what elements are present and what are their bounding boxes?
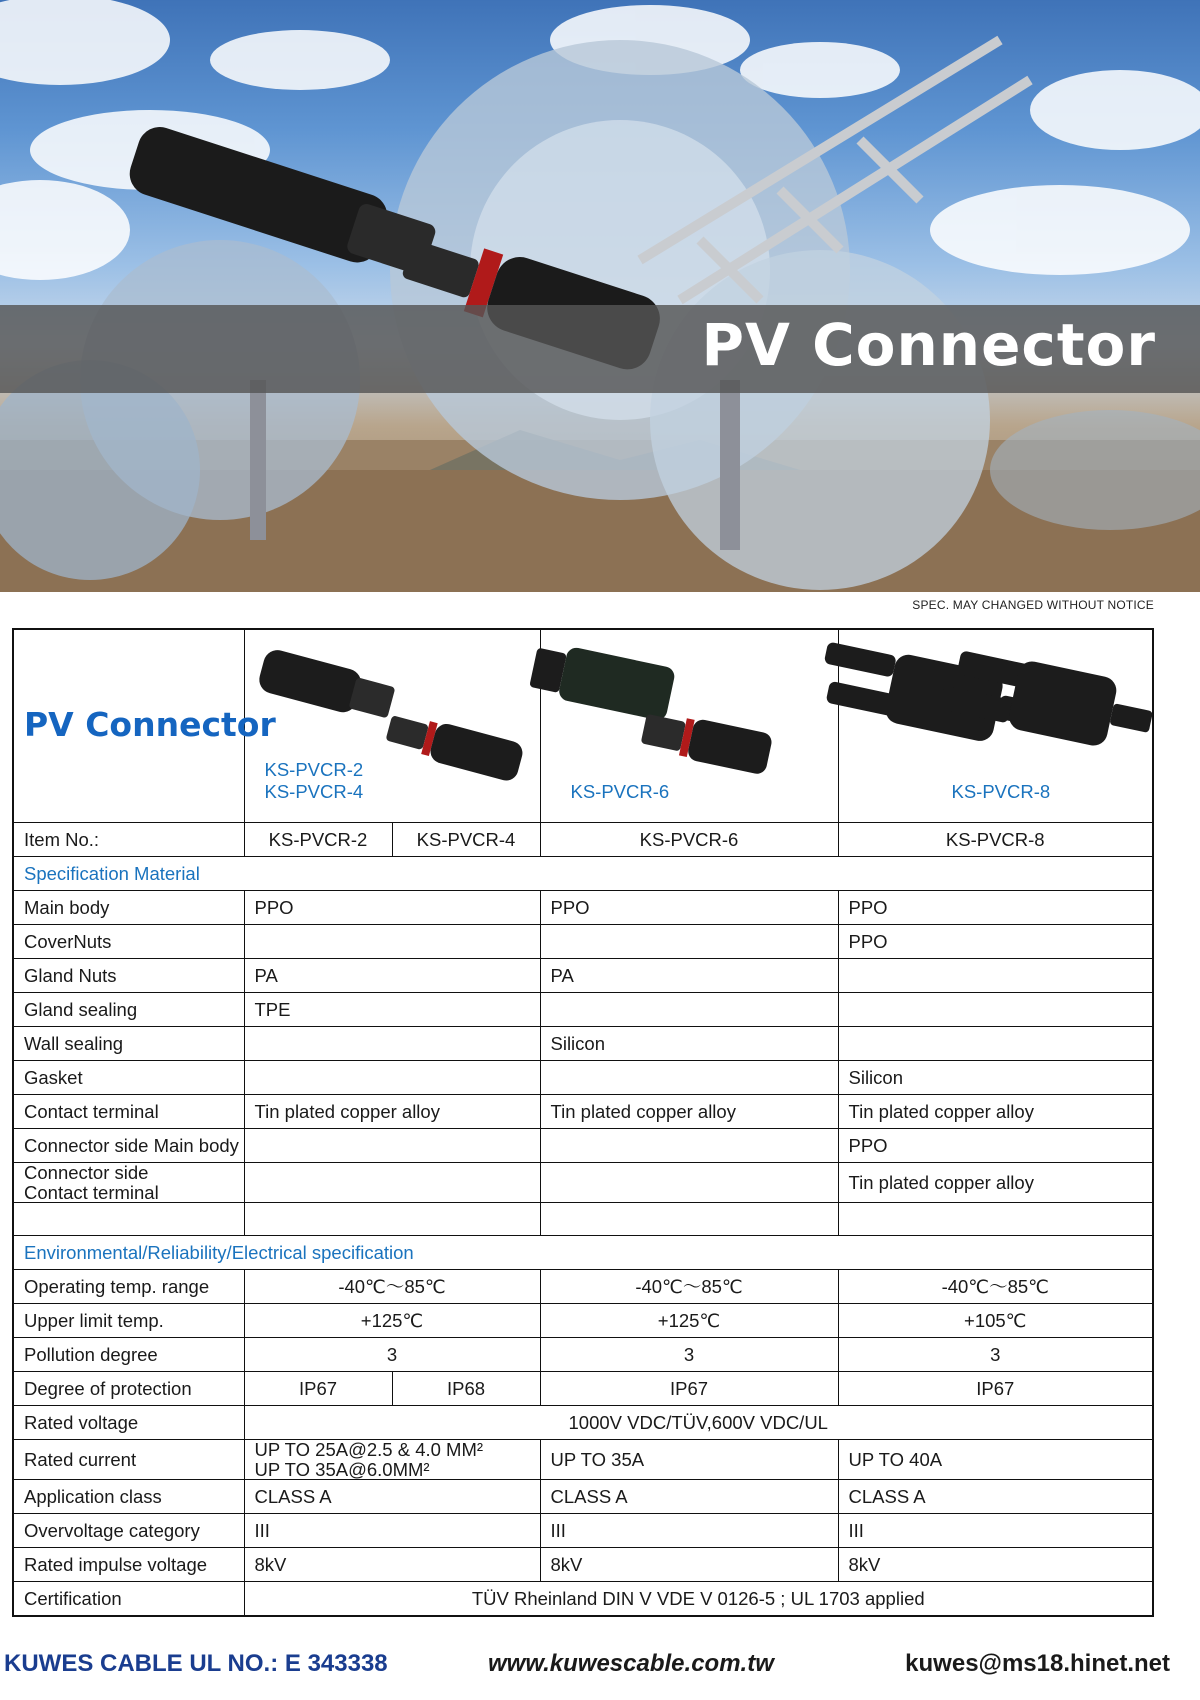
item-no-pvcr-6: KS-PVCR-6 <box>540 823 838 857</box>
cell-group2 <box>540 1129 838 1163</box>
cell-group3: 3 <box>838 1338 1153 1372</box>
cell-group3: +105℃ <box>838 1304 1153 1338</box>
blank-cell <box>838 1203 1153 1236</box>
row-label: Gland Nuts <box>13 959 244 993</box>
cell-pvcr-2: IP67 <box>244 1372 392 1406</box>
item-no-pvcr-8: KS-PVCR-8 <box>838 823 1153 857</box>
section-title: Specification Material <box>13 857 1153 891</box>
spec-row <box>13 1027 1153 1061</box>
model-label-pvcr-8: KS-PVCR-8 <box>951 781 1051 802</box>
cell-group3: Tin plated copper alloy <box>838 1163 1153 1203</box>
spec-row <box>13 891 1153 925</box>
product-image-row <box>13 629 1153 823</box>
spec-row <box>13 1480 1153 1514</box>
blank-cell <box>13 1203 244 1236</box>
row-label: Pollution degree <box>13 1338 244 1372</box>
item-no-pvcr-4: KS-PVCR-4 <box>392 823 540 857</box>
row-label: Application class <box>13 1480 244 1514</box>
row-label: Rated impulse voltage <box>13 1548 244 1582</box>
footer <box>0 1650 1200 1686</box>
row-label: Main body <box>13 891 244 925</box>
cell-group1: PA <box>244 959 540 993</box>
spec-row <box>13 959 1153 993</box>
cell-group1: 3 <box>244 1338 540 1372</box>
spec-row <box>13 1514 1153 1548</box>
footer-email-link[interactable]: kuwes@ms18.hinet.net <box>905 1650 1170 1677</box>
cell-group2: III <box>540 1514 838 1548</box>
cell-group3: PPO <box>838 1129 1153 1163</box>
row-label: Contact terminal <box>13 1095 244 1129</box>
cell-group1 <box>244 1027 540 1061</box>
spec-row <box>13 1548 1153 1582</box>
spec-row <box>13 1338 1153 1372</box>
model-label-pvcr-6: KS-PVCR-6 <box>570 781 670 802</box>
spec-row <box>13 993 1153 1027</box>
section-title: Environmental/Reliability/Electrical specification <box>13 1236 1153 1270</box>
spec-row <box>13 1163 1153 1203</box>
cell-all: 1000V VDC/TÜV,600V VDC/UL <box>244 1406 1153 1440</box>
cell-group1: -40℃～85℃ <box>244 1270 540 1304</box>
blank-row <box>13 1203 1153 1236</box>
row-label: Rated voltage <box>13 1406 244 1440</box>
cell-group1 <box>244 925 540 959</box>
row-label: CoverNuts <box>13 925 244 959</box>
spec-row <box>13 1270 1153 1304</box>
section-header-environmental <box>13 1236 1153 1270</box>
ul-number: CABLE UL NO.: E 343338 <box>100 1650 388 1677</box>
company-name: KUWES <box>4 1650 100 1677</box>
footer-company <box>4 1650 388 1678</box>
spec-row <box>13 1129 1153 1163</box>
row-label: Rated current <box>13 1440 244 1480</box>
cell-group3 <box>838 993 1153 1027</box>
cell-group2: UP TO 35A <box>540 1440 838 1480</box>
row-label <box>13 1163 244 1203</box>
cell-group3: Tin plated copper alloy <box>838 1095 1153 1129</box>
cell-group3: UP TO 40A <box>838 1440 1153 1480</box>
section-header-material <box>13 857 1153 891</box>
cell-group1: CLASS A <box>244 1480 540 1514</box>
spec-row <box>13 925 1153 959</box>
cell-group3: IP67 <box>838 1372 1153 1406</box>
cell-group2: PPO <box>540 891 838 925</box>
spec-row <box>13 1582 1153 1617</box>
blank-cell <box>540 1203 838 1236</box>
product-image-group2 <box>540 629 838 823</box>
spec-row <box>13 1095 1153 1129</box>
cell-group1 <box>244 1129 540 1163</box>
cell-group3: 8kV <box>838 1548 1153 1582</box>
cell-all: TÜV Rheinland DIN V VDE V 0126-5 ; UL 1703 applied <box>244 1582 1153 1617</box>
cell-group1 <box>244 1061 540 1095</box>
model-label-pvcr-2: KS-PVCR-2 <box>264 759 364 780</box>
cell-group3 <box>838 959 1153 993</box>
cell-group3: CLASS A <box>838 1480 1153 1514</box>
table-title: PV Connector <box>24 705 276 744</box>
item-no-row <box>13 823 1153 857</box>
cell-group2: 8kV <box>540 1548 838 1582</box>
cell-group2 <box>540 1163 838 1203</box>
model-label-pvcr-4: KS-PVCR-4 <box>264 781 364 802</box>
item-no-pvcr-2: KS-PVCR-2 <box>244 823 392 857</box>
cell-pvcr-4: IP68 <box>392 1372 540 1406</box>
blank-cell <box>244 1203 540 1236</box>
hero-title: PV Connector <box>701 311 1156 379</box>
cell-group2 <box>540 925 838 959</box>
cell-group3 <box>838 1027 1153 1061</box>
cell-group2: 3 <box>540 1338 838 1372</box>
row-label: Upper limit temp. <box>13 1304 244 1338</box>
cell-group1: Tin plated copper alloy <box>244 1095 540 1129</box>
row-label-line2: Contact terminal <box>24 1181 159 1203</box>
cell-group2: -40℃～85℃ <box>540 1270 838 1304</box>
row-label: Item No.: <box>13 823 244 857</box>
cell-group1 <box>244 1163 540 1203</box>
spec-row <box>13 1372 1153 1406</box>
spec-table <box>12 628 1154 1617</box>
cell-group1: +125℃ <box>244 1304 540 1338</box>
cell-group3: Silicon <box>838 1061 1153 1095</box>
product-image-group1 <box>244 629 540 823</box>
row-label: Operating temp. range <box>13 1270 244 1304</box>
row-label: Certification <box>13 1582 244 1617</box>
cell-group2: +125℃ <box>540 1304 838 1338</box>
cell-group1 <box>244 1440 540 1480</box>
hero-banner <box>0 0 1200 592</box>
row-label: Degree of protection <box>13 1372 244 1406</box>
cell-group2: IP67 <box>540 1372 838 1406</box>
row-label-line1: Connector side <box>24 1162 149 1184</box>
cell-group1: TPE <box>244 993 540 1027</box>
footer-website-link[interactable]: www.kuwescable.com.tw <box>488 1650 774 1677</box>
cell-group3: III <box>838 1514 1153 1548</box>
row-label: Connector side Main body <box>13 1129 244 1163</box>
spec-row <box>13 1061 1153 1095</box>
cell-group2: PA <box>540 959 838 993</box>
cell-group2: CLASS A <box>540 1480 838 1514</box>
spec-row <box>13 1440 1153 1480</box>
rated-current-line1: UP TO 25A@2.5 & 4.0 MM² <box>254 1439 484 1461</box>
row-label: Gasket <box>13 1061 244 1095</box>
cell-group2: Silicon <box>540 1027 838 1061</box>
header-title-cell <box>13 629 276 823</box>
cell-group2 <box>540 1061 838 1095</box>
cell-group1: III <box>244 1514 540 1548</box>
hero-photo <box>0 0 1200 592</box>
spec-change-notice: SPEC. MAY CHANGED WITHOUT NOTICE <box>912 598 1154 612</box>
spec-row <box>13 1304 1153 1338</box>
cell-group1: PPO <box>244 891 540 925</box>
cell-group1: 8kV <box>244 1548 540 1582</box>
spec-row <box>13 1406 1153 1440</box>
product-image-group3 <box>838 629 1153 823</box>
rated-current-line2: UP TO 35A@6.0MM² <box>254 1458 430 1480</box>
cell-group3: PPO <box>838 925 1153 959</box>
cell-group2 <box>540 993 838 1027</box>
cell-group3: PPO <box>838 891 1153 925</box>
row-label: Gland sealing <box>13 993 244 1027</box>
row-label: Overvoltage category <box>13 1514 244 1548</box>
cell-group2: Tin plated copper alloy <box>540 1095 838 1129</box>
cell-group3: -40℃～85℃ <box>838 1270 1153 1304</box>
row-label: Wall sealing <box>13 1027 244 1061</box>
